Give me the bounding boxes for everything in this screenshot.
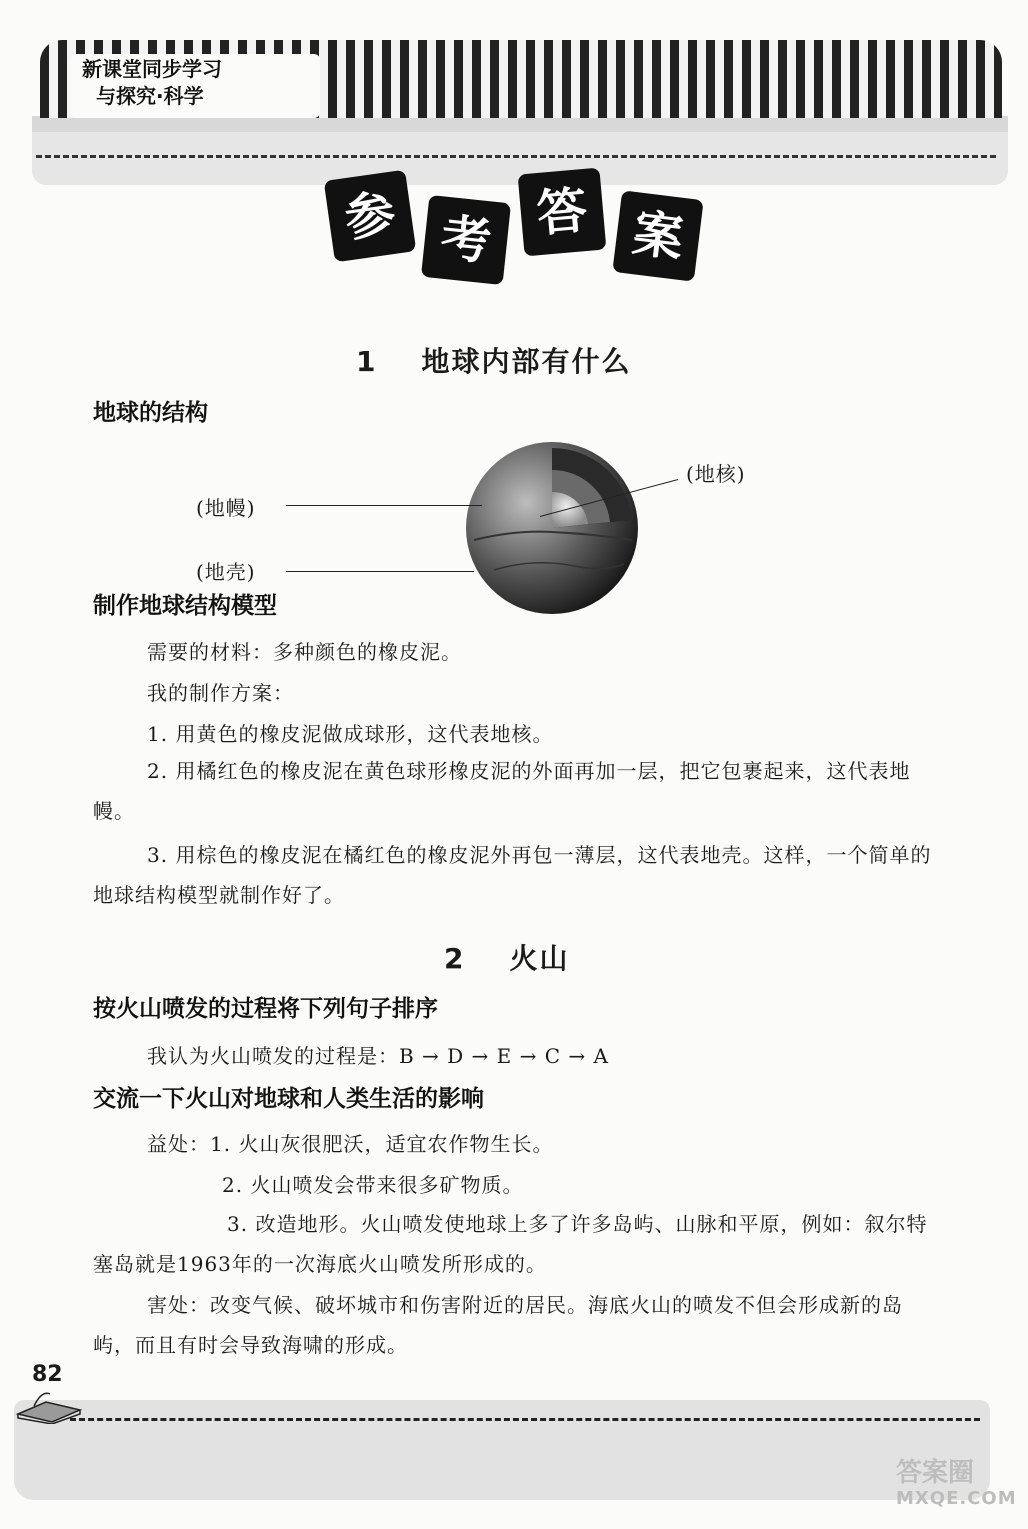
watermark-line2: MXQE.COM: [896, 1488, 1017, 1509]
step2-text: 2. 用橘红色的橡皮泥在黄色球形橡皮泥的外面再加一层，把它包裹起来，这代表地幔。: [93, 759, 911, 823]
watermark: [896, 1460, 1017, 1512]
benefit3-text: 3. 改造地形。火山喷发使地球上多了许多岛屿、山脉和平原，例如：叙尔特塞岛就是1963年的一次海底火山喷发所形成的。: [93, 1212, 928, 1276]
label-mantle: (地幔): [196, 496, 256, 520]
title-char: 案: [612, 190, 703, 281]
plan-text: 我的制作方案：: [147, 681, 294, 705]
section2-title: 火山: [509, 942, 570, 975]
leader-line-crust: [286, 571, 474, 572]
section2-number: 2: [444, 942, 466, 975]
book-icon: [14, 1384, 84, 1424]
book-title: [70, 54, 320, 118]
title-char: 参: [324, 170, 417, 263]
header-band: [32, 116, 1008, 132]
section2-heading: [444, 937, 570, 977]
benefit2-text: 2. 火山喷发会带来很多矿物质。: [222, 1173, 524, 1197]
harm-text: 害处：改变气候、破坏城市和伤害附近的居民。海底火山的喷发不但会形成新的岛屿，而且有时会导致海啸的形成。: [93, 1293, 903, 1357]
subheading-volcano-effects: 交流一下火山对地球和人类生活的影响: [93, 1086, 484, 1112]
earth-structure-diagram: [464, 440, 640, 616]
subheading-earth-structure: 地球的结构: [93, 400, 208, 426]
book-title-line2: 与探究·科学: [96, 84, 204, 108]
leader-line-mantle: [286, 505, 482, 506]
page-header: [32, 40, 1008, 148]
title-char: 考: [421, 195, 511, 285]
step1-text: 1. 用黄色的橡皮泥做成球形，这代表地核。: [147, 722, 554, 746]
title-char: 答: [518, 168, 607, 257]
book-title-line1: 新课堂同步学习: [82, 57, 222, 81]
page-number: 82: [32, 1362, 63, 1387]
footer-dashed-line: [70, 1418, 980, 1421]
section1-number: 1: [356, 345, 378, 378]
step3-text: 3. 用棕色的橡皮泥在橘红色的橡皮泥外再包一薄层，这代表地壳。这样，一个简单的地球结构模型就制作好了。: [93, 843, 932, 907]
benefit1-text: 益处：1. 火山灰很肥沃，适宜农作物生长。: [147, 1132, 554, 1156]
order-text: 我认为火山喷发的过程是：B → D → E → C → A: [147, 1044, 609, 1068]
label-core: (地核): [686, 462, 746, 486]
materials-text: 需要的材料：多种颜色的橡皮泥。: [147, 640, 462, 664]
page-title: [325, 165, 705, 285]
page-footer: [14, 1400, 990, 1500]
subheading-volcano-order: 按火山喷发的过程将下列句子排序: [93, 996, 438, 1022]
section1-title: 地球内部有什么: [421, 345, 632, 378]
watermark-line1: 答案圈: [896, 1458, 975, 1488]
subheading-make-model: 制作地球结构模型: [93, 593, 277, 619]
section1-heading: [356, 340, 632, 380]
label-crust: (地壳): [196, 560, 256, 584]
header-dashed-line: [36, 155, 996, 158]
